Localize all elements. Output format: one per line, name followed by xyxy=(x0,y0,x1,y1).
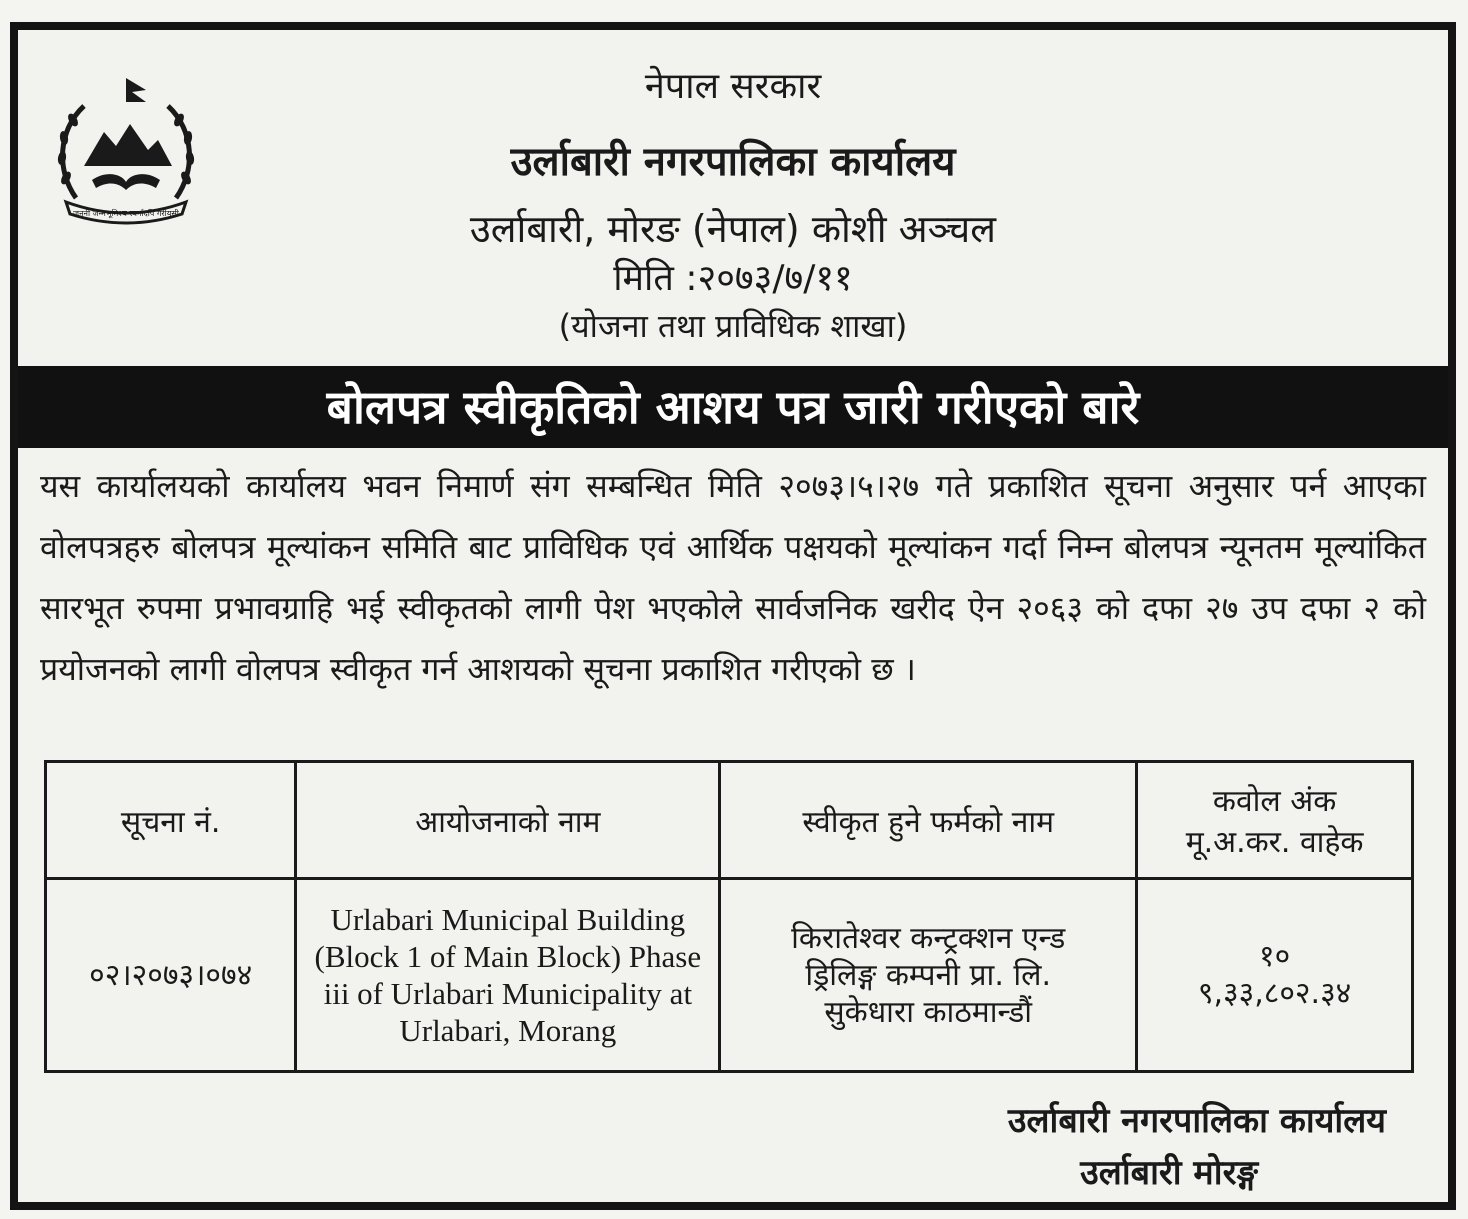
header-project-name: आयोजनाको नाम xyxy=(296,762,720,879)
bid-amount-line2: ९,३३,८०२.३४ xyxy=(1197,976,1352,1011)
cell-project-name: Urlabari Municipal Building (Block 1 of Main Block) Phase iii of Urlabari Municipality at Urlabari, Morang xyxy=(296,879,720,1072)
signature-office: उर्लाबारी नगरपालिका कार्यालय xyxy=(1007,1101,1386,1141)
firm-name-line1: किरातेश्वर कन्ट्रक्शन एन्ड xyxy=(791,920,1066,956)
header-bid-amount-line1: कवोल अंक xyxy=(1212,784,1337,819)
header-firm-name: स्वीकृत हुने फर्मको नाम xyxy=(720,762,1137,879)
notice-frame xyxy=(10,22,1456,1210)
bid-amount-line1: १० xyxy=(1258,939,1291,974)
signature-location: उर्लाबारी मोरङ्ग xyxy=(1080,1153,1258,1193)
notice-body: यस कार्यालयको कार्यालय भवन निमार्ण संग सम्बन्धित मिति २०७३।५।२७ गते प्रकाशित सूचना अनुसार पर्न आएका वोलपत्रहरु बोलपत्र मूल्यांकन समिति बाट प्राविधिक एवं आर्थिक पक्षयको मूल्यांकन गर्दा निम्न बोलपत्र न्यूनतम मूल्यांकित सारभूत रुपमा प्रभावग्राहि भई स्वीकृतको लागी पेश भएकोले सार्वजनिक खरीद ऐन २०६३ को दफा २७ उप दफा २ को प्रयोजनको लागी वोलपत्र स्वीकृत गर्न आशयको सूचना प्रकाशित गरीएको छ । xyxy=(40,467,1426,688)
office-address: उर्लाबारी, मोरङ (नेपाल) कोशी अञ्चल xyxy=(469,207,997,251)
cell-firm-name xyxy=(720,879,1137,1072)
cell-notice-no: ०२।२०७३।०७४ xyxy=(46,879,296,1072)
header-bid-amount xyxy=(1137,762,1413,879)
table-header-row xyxy=(46,762,1413,879)
header-bid-amount-line2: मू.अ.कर. वाहेक xyxy=(1185,825,1364,860)
cell-bid-amount xyxy=(1137,879,1413,1072)
tender-table xyxy=(44,760,1414,1073)
notice-title-banner: बोलपत्र स्वीकृतिको आशय पत्र जारी गरीएको बारे xyxy=(18,366,1448,448)
header-notice-no: सूचना नं. xyxy=(46,762,296,879)
firm-name-line2: ड्रिलिङ्ग कम्पनी प्रा. लि. xyxy=(805,957,1052,993)
notice-date: मिति :२०७३/७/११ xyxy=(613,258,853,299)
office-name: उर्लाबारी नगरपालिका कार्यालय xyxy=(510,139,956,185)
branch-name: (योजना तथा प्राविधिक शाखा) xyxy=(558,307,908,345)
emblem-motto: जननी जन्मभूमिश्च स्वर्गादपि गरीयसी xyxy=(73,209,179,218)
government-name: नेपाल सरकार xyxy=(644,66,822,107)
table-row xyxy=(46,879,1413,1072)
firm-name-line3: सुकेधारा काठमान्डौं xyxy=(824,994,1033,1030)
